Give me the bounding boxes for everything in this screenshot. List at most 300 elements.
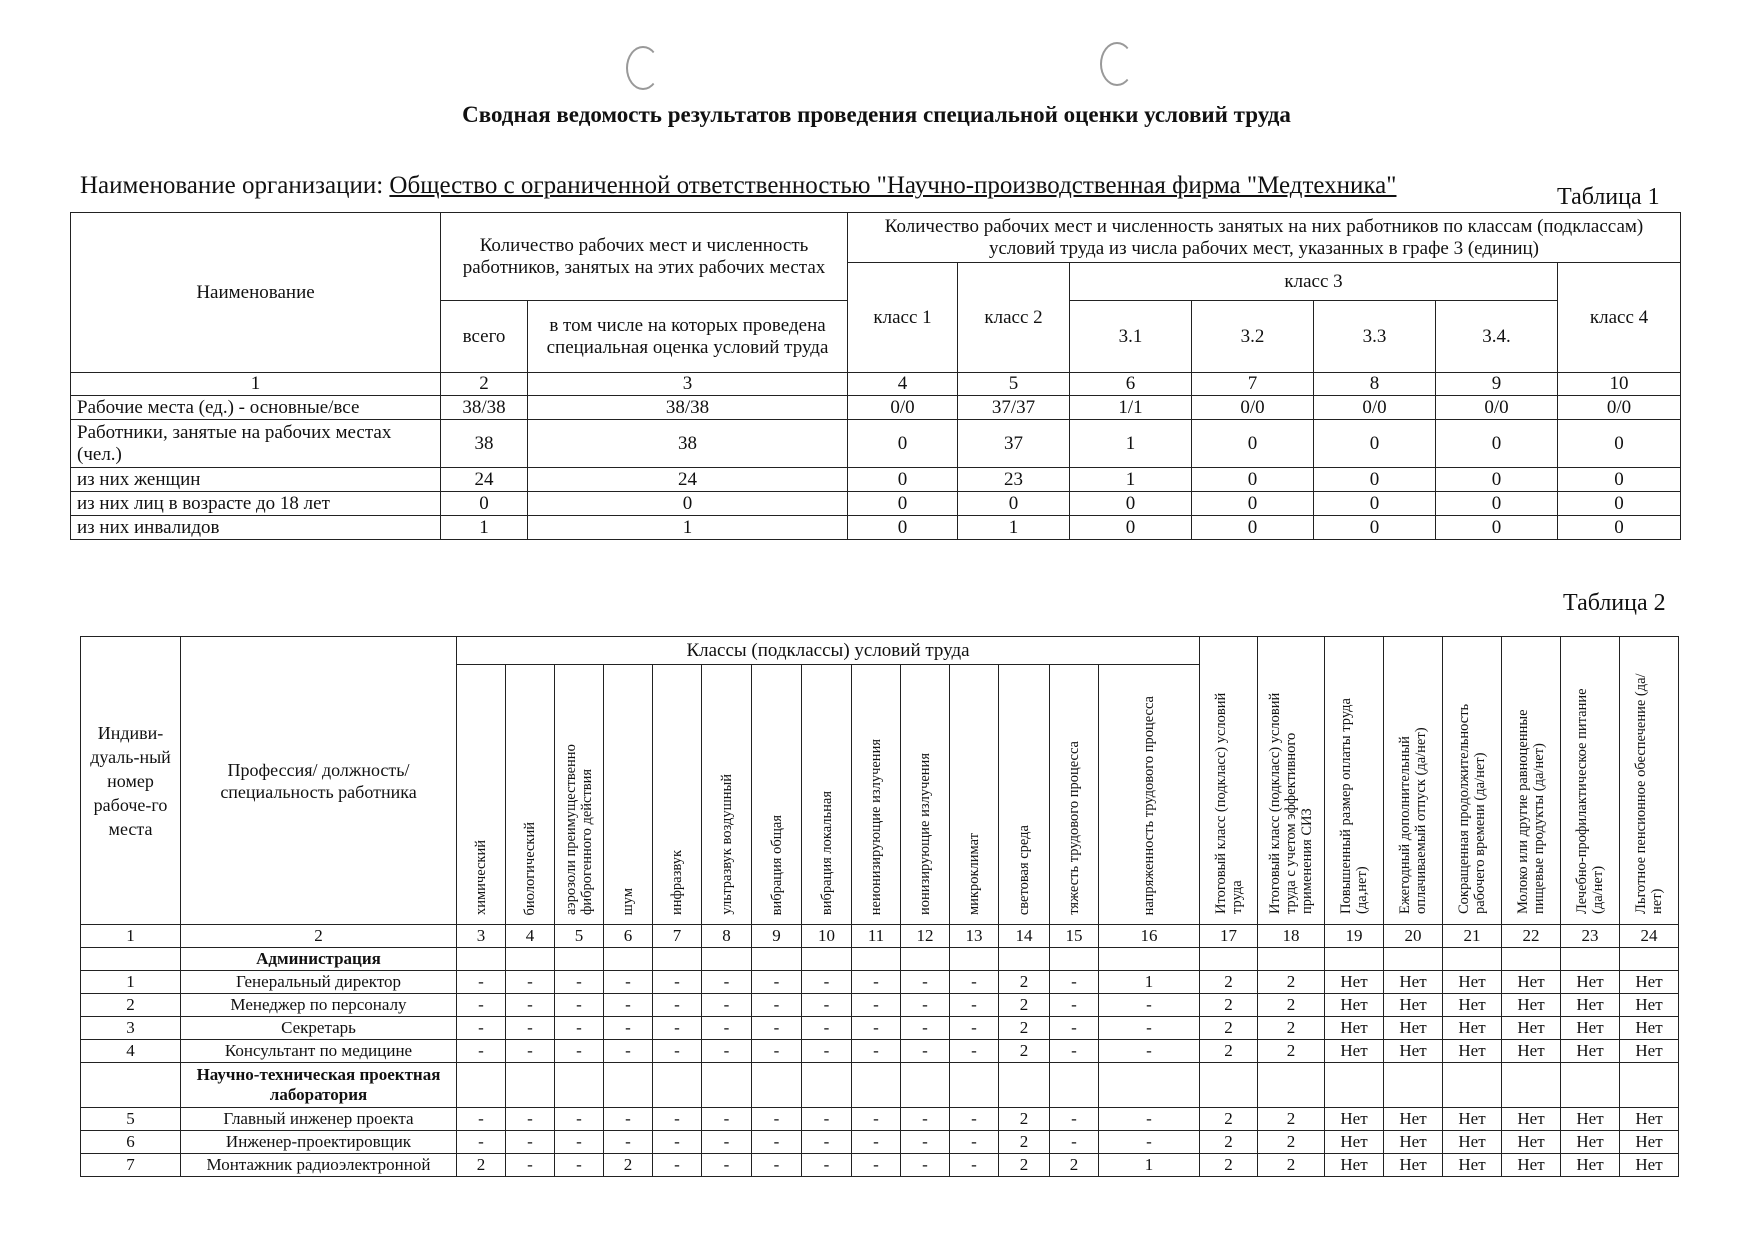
t2-cell: Нет [1384,1017,1443,1040]
t2-cell: - [702,1040,752,1063]
t2-cell: Нет [1620,1017,1679,1040]
t2-header-factor [901,665,950,925]
t2-cell: Нет [1325,971,1384,994]
t2-cell: Нет [1325,1017,1384,1040]
t2-colnum: 11 [852,925,901,948]
t2-cell: - [506,1154,555,1177]
t2-cell: - [852,994,901,1017]
t1-cell: 37/37 [958,396,1070,420]
t2-cell [1502,1063,1561,1108]
t2-cell: - [653,1040,702,1063]
t2-cell: - [901,994,950,1017]
t1-header-total: всего [441,301,528,373]
t2-cell: 2 [999,971,1050,994]
t2-cell: 2 [1200,1154,1258,1177]
t2-colnum: 8 [702,925,752,948]
t1-cell: 0 [1070,516,1192,540]
t2-cell: Нет [1561,1040,1620,1063]
t2-cell [457,948,506,971]
t1-cell: 0 [1192,492,1314,516]
t2-cell: - [653,994,702,1017]
t2-cell [653,948,702,971]
t2-header-factor-label: неионизирующие излучения [868,738,884,915]
t2-cell [81,1063,181,1108]
t2-cell: 2 [1200,1108,1258,1131]
t2-cell: - [752,1017,802,1040]
t1-colnum: 6 [1070,373,1192,396]
organization-label: Наименование организации: [80,172,384,199]
t1-header-c34: 3.4. [1436,301,1558,373]
t2-header-factor-label: тяжесть трудового процесса [1066,741,1082,915]
t2-cell: - [752,1040,802,1063]
t2-cell: - [852,971,901,994]
t2-cell: - [555,1131,604,1154]
t1-cell: 24 [528,468,848,492]
t2-cell: Нет [1502,1131,1561,1154]
t2-cell: Нет [1443,1017,1502,1040]
t2-cell: - [457,1131,506,1154]
t2-cell: - [901,1154,950,1177]
t2-cell: - [852,1131,901,1154]
t2-cell: 1 [1099,971,1200,994]
t2-header-extra-label: Повышенный размер оплаты труда (да,нет) [1338,698,1371,914]
t2-header-extra-label: Итоговый класс (подкласс) условий труда [1212,692,1245,914]
t2-cell [1561,948,1620,971]
t2-cell: - [901,1108,950,1131]
t2-cell: - [1099,1040,1200,1063]
t2-header-factor-label: вибрация общая [768,814,785,915]
t2-cell: - [457,1017,506,1040]
t2-cell: 2 [604,1154,653,1177]
t2-cell [506,948,555,971]
t2-header-factor [555,665,604,925]
t2-colnum: 12 [901,925,950,948]
t2-section-row [81,948,1679,971]
t2-cell: Нет [1620,1154,1679,1177]
t2-cell: - [950,1154,999,1177]
t2-cell: 2 [1258,1154,1325,1177]
t2-workplace-row [81,994,1679,1017]
t2-cell: 2 [1258,1017,1325,1040]
t2-cell: 2 [1200,971,1258,994]
t2-workplace-name: Секретарь [181,1017,457,1040]
t1-cell: 0/0 [1314,396,1436,420]
t2-workplace-id: 5 [81,1108,181,1131]
t2-header-extra-label: Сокращенная продолжительность рабочего времени (да/нет) [1456,703,1489,914]
t2-cell: Нет [1384,1040,1443,1063]
t2-cell: - [506,1040,555,1063]
t2-cell [950,1063,999,1108]
t2-cell [950,948,999,971]
t2-cell: Нет [1443,971,1502,994]
t2-cell: - [604,1017,653,1040]
t2-header-extra [1258,637,1325,925]
t2-section-row [81,1063,1679,1108]
t2-cell: Нет [1384,994,1443,1017]
t1-cell: 0 [1558,492,1681,516]
t2-colnum: 20 [1384,925,1443,948]
t2-header-extra [1200,637,1258,925]
t1-cell: 37 [958,420,1070,468]
t1-cell: 0 [1070,492,1192,516]
t1-row-workplaces [71,396,1681,420]
t2-cell: Нет [1325,1154,1384,1177]
table1-caption: Таблица 1 [1557,184,1660,210]
t2-cell: - [752,1131,802,1154]
t2-cell: - [457,971,506,994]
t1-cell: 0 [1558,516,1681,540]
t2-colnum: 18 [1258,925,1325,948]
t1-header-classes-group: Количество рабочих мест и численность занятых на них работников по классам (подклассам) условий труда из числа рабочих мест, указанных в графе 3 (единиц) [848,213,1681,263]
t2-cell [604,948,653,971]
t2-cell: - [604,994,653,1017]
t1-cell: 0 [1558,468,1681,492]
t2-workplace-id: 2 [81,994,181,1017]
t2-cell: Нет [1620,1040,1679,1063]
t2-cell [1099,948,1200,971]
t2-header-factor-label: ультразвук воздушный [718,774,735,915]
t1-cell: 0 [1192,468,1314,492]
t2-colnum: 17 [1200,925,1258,948]
t2-cell [81,948,181,971]
t2-header-factor [1050,665,1099,925]
t1-colnum: 9 [1436,373,1558,396]
t2-cell: 2 [1200,1131,1258,1154]
t2-cell [999,948,1050,971]
t1-cell: 38/38 [441,396,528,420]
t2-cell [1099,1063,1200,1108]
t2-cell [604,1063,653,1108]
t2-cell [1443,948,1502,971]
t2-cell [1258,948,1325,971]
t2-header-extra [1443,637,1502,925]
t2-cell: - [653,971,702,994]
t2-cell: Нет [1443,1154,1502,1177]
t2-cell: - [1050,1017,1099,1040]
t2-colnum: 7 [653,925,702,948]
t2-cell: - [1050,1040,1099,1063]
t1-cell: 1/1 [1070,396,1192,420]
t2-cell: Нет [1502,1108,1561,1131]
t2-header-extra [1384,637,1443,925]
t2-header-factor-label: аэрозоли преимущественно фиброгенного действия [563,744,595,915]
t1-cell: 0 [441,492,528,516]
t2-cell: - [604,1040,653,1063]
t2-cell: - [1050,1131,1099,1154]
t1-cell: 0 [1192,420,1314,468]
t1-row-women [71,468,1681,492]
t1-cell: 1 [441,516,528,540]
t2-header-factor [604,665,653,925]
t2-header-extra-label: Льготное пенсионное обеспечение (да/нет) [1633,673,1666,914]
t1-row-label: Рабочие места (ед.) - основные/все [71,396,441,420]
t2-cell: 2 [1050,1154,1099,1177]
t2-cell: - [702,1154,752,1177]
t2-header-profession: Профессия/ должность/ специальность работника [181,637,457,925]
t1-cell: 23 [958,468,1070,492]
t1-header-c32: 3.2 [1192,301,1314,373]
t2-cell: 2 [1200,1040,1258,1063]
t2-colnum: 5 [555,925,604,948]
t2-cell: - [653,1131,702,1154]
t1-cell: 0 [848,468,958,492]
t2-cell: - [950,1017,999,1040]
t2-header-factor-label: ионизирующие излучения [917,752,933,915]
t1-row-disabled [71,516,1681,540]
t2-header-factor-label: шум [620,887,636,915]
t2-cell: - [653,1154,702,1177]
t2-cell: - [950,1108,999,1131]
t1-cell: 1 [528,516,848,540]
t2-section-title: Администрация [181,948,457,971]
t1-cell: 0/0 [1192,396,1314,420]
t1-cell: 0 [1192,516,1314,540]
t2-cell [1620,1063,1679,1108]
t1-header-c31: 3.1 [1070,301,1192,373]
t2-cell: - [1099,1017,1200,1040]
t2-cell: - [702,1131,752,1154]
t2-cell: - [555,1154,604,1177]
t2-header-extra [1325,637,1384,925]
t1-header-class3: класс 3 [1070,263,1558,301]
t2-cell: Нет [1443,994,1502,1017]
t2-cell: - [506,994,555,1017]
t2-cell [752,948,802,971]
t1-header-name: Наименование [71,213,441,373]
t2-cell: Нет [1325,1131,1384,1154]
t2-header-id: Индиви-дуаль-ный номер рабоче-го места [81,637,181,925]
t2-workplace-name: Менеджер по персоналу [181,994,457,1017]
t1-cell: 0/0 [848,396,958,420]
t1-colnum: 3 [528,373,848,396]
t2-cell: 2 [999,1131,1050,1154]
t2-cell: Нет [1502,971,1561,994]
t2-cell: Нет [1384,1131,1443,1154]
t2-cell: Нет [1620,1108,1679,1131]
t2-cell: 2 [1258,1040,1325,1063]
t2-cell: - [506,1017,555,1040]
t1-cell: 0 [1436,420,1558,468]
t2-section-title: Научно-техническая проектная лаборатория [181,1063,457,1108]
t2-workplace-id: 3 [81,1017,181,1040]
t2-cell: - [702,1108,752,1131]
t1-header-count-group: Количество рабочих мест и численность работников, занятых на этих рабочих местах [441,213,848,301]
t2-cell [802,948,852,971]
t2-cell: Нет [1443,1108,1502,1131]
t2-cell [1200,1063,1258,1108]
t2-cell: Нет [1561,1131,1620,1154]
t2-workplace-name: Монтажник радиоэлектронной [181,1154,457,1177]
t2-cell: 2 [457,1154,506,1177]
t2-cell: Нет [1502,994,1561,1017]
t2-colnum: 24 [1620,925,1679,948]
t2-cell: - [604,1131,653,1154]
t2-cell: 2 [1200,1017,1258,1040]
t2-header-extra-label: Итоговый класс (подкласс) условий труда с учетом эффективного применения СИЗ [1267,692,1316,914]
t2-cell: - [555,1108,604,1131]
t1-header-c33: 3.3 [1314,301,1436,373]
t2-cell [752,1063,802,1108]
t1-row-minors [71,492,1681,516]
t2-header-factor [457,665,506,925]
t1-cell: 0 [1314,420,1436,468]
t2-workplace-name: Консультант по медицине [181,1040,457,1063]
t2-cell [1561,1063,1620,1108]
t2-header-classes-group: Классы (подклассы) условий труда [457,637,1200,665]
t2-cell: - [802,1108,852,1131]
t2-cell: - [950,971,999,994]
t2-cell: - [852,1108,901,1131]
t2-workplace-name: Главный инженер проекта [181,1108,457,1131]
t2-cell: Нет [1561,994,1620,1017]
t2-cell [901,1063,950,1108]
t2-header-factor [999,665,1050,925]
t2-cell [555,1063,604,1108]
t2-cell: - [1099,1131,1200,1154]
t2-colnum: 14 [999,925,1050,948]
t2-cell [1050,948,1099,971]
t2-cell: 2 [999,1108,1050,1131]
t2-colnum: 21 [1443,925,1502,948]
summary-table [70,212,1681,540]
t2-cell [1620,948,1679,971]
t2-cell: Нет [1561,1108,1620,1131]
t2-cell [1050,1063,1099,1108]
t2-colnum: 1 [81,925,181,948]
t2-cell: - [506,1131,555,1154]
t2-colnum: 10 [802,925,852,948]
t2-cell [901,948,950,971]
t2-cell: - [802,1040,852,1063]
t2-cell: 2 [1258,994,1325,1017]
t2-header-factor-label: световая среда [1016,824,1032,915]
t1-cell: 0 [1436,492,1558,516]
t1-cell: 38 [441,420,528,468]
t2-header-factor-label: инфразвук [669,850,685,915]
t2-cell [1384,948,1443,971]
t2-cell: Нет [1561,971,1620,994]
t2-cell [653,1063,702,1108]
t2-header-factor [1099,665,1200,925]
t2-cell: - [555,1040,604,1063]
t2-cell: - [1050,1108,1099,1131]
t2-cell: - [702,1017,752,1040]
t2-header-factor [802,665,852,925]
t2-cell: - [852,1017,901,1040]
t1-colnum: 4 [848,373,958,396]
t2-cell: - [901,1040,950,1063]
t2-colnum: 9 [752,925,802,948]
t2-cell: Нет [1443,1040,1502,1063]
t1-header-class1: класс 1 [848,263,958,373]
t2-cell: Нет [1443,1131,1502,1154]
t2-cell: - [555,1017,604,1040]
t2-cell [1443,1063,1502,1108]
t2-workplace-id: 7 [81,1154,181,1177]
t2-header-extra-label: Лечебно-профилактическое питание (да/нет) [1574,688,1607,914]
t2-cell: Нет [1325,1040,1384,1063]
organization-line [80,172,1396,200]
t2-cell [1502,948,1561,971]
t2-cell: Нет [1502,1040,1561,1063]
t2-colnum: 3 [457,925,506,948]
t2-cell: Нет [1502,1017,1561,1040]
t2-cell: - [555,971,604,994]
t2-colnum: 6 [604,925,653,948]
t2-cell: - [802,1017,852,1040]
t1-row-label: из них инвалидов [71,516,441,540]
t2-workplace-row [81,1040,1679,1063]
t2-cell [1325,1063,1384,1108]
t1-cell: 0 [848,492,958,516]
t2-workplace-name: Инженер-проектировщик [181,1131,457,1154]
t2-cell: - [852,1154,901,1177]
t2-cell: - [950,994,999,1017]
t2-cell: Нет [1561,1154,1620,1177]
t2-cell: - [950,1040,999,1063]
t2-cell: 2 [1258,1131,1325,1154]
t2-cell: - [506,1108,555,1131]
t1-cell: 0 [848,516,958,540]
t1-cell: 0 [1558,420,1681,468]
t1-row-label: из них лиц в возрасте до 18 лет [71,492,441,516]
t1-colnum: 1 [71,373,441,396]
t2-cell [506,1063,555,1108]
t1-cell: 0 [848,420,958,468]
t2-cell: - [752,994,802,1017]
t2-cell: - [802,971,852,994]
t1-header-evaluated: в том числе на которых проведена специальная оценка условий труда [528,301,848,373]
t2-cell: - [1050,994,1099,1017]
t2-cell [1258,1063,1325,1108]
t2-colnum: 22 [1502,925,1561,948]
t2-cell: - [653,1017,702,1040]
t2-colnum: 13 [950,925,999,948]
t2-colnum: 16 [1099,925,1200,948]
t2-cell: - [457,994,506,1017]
t2-cell [1200,948,1258,971]
t2-header-extra [1502,637,1561,925]
t2-cell: Нет [1325,994,1384,1017]
t2-cell: - [901,1131,950,1154]
t1-colnum: 10 [1558,373,1681,396]
t1-cell: 24 [441,468,528,492]
t2-colnum: 4 [506,925,555,948]
document-title: Сводная ведомость результатов проведения специальной оценки условий труда [462,102,1291,127]
t2-workplace-row [81,1154,1679,1177]
t1-cell: 0 [1314,492,1436,516]
t2-colnum: 23 [1561,925,1620,948]
t2-header-factor-label: химический [473,839,489,915]
t2-cell: 2 [999,1154,1050,1177]
t1-cell: 0 [958,492,1070,516]
table2-caption: Таблица 2 [1563,590,1666,616]
t2-cell: - [1050,971,1099,994]
t2-cell: Нет [1561,1017,1620,1040]
t2-cell: 2 [1258,1108,1325,1131]
t2-workplace-row [81,1108,1679,1131]
t2-cell [999,1063,1050,1108]
t2-header-factor [702,665,752,925]
t1-cell: 0 [1314,516,1436,540]
t2-cell: - [802,994,852,1017]
t2-colnum: 15 [1050,925,1099,948]
t2-header-factor [653,665,702,925]
t2-cell [852,1063,901,1108]
t2-header-extra [1561,637,1620,925]
t1-row-workers [71,420,1681,468]
t1-header-class4: класс 4 [1558,263,1681,373]
